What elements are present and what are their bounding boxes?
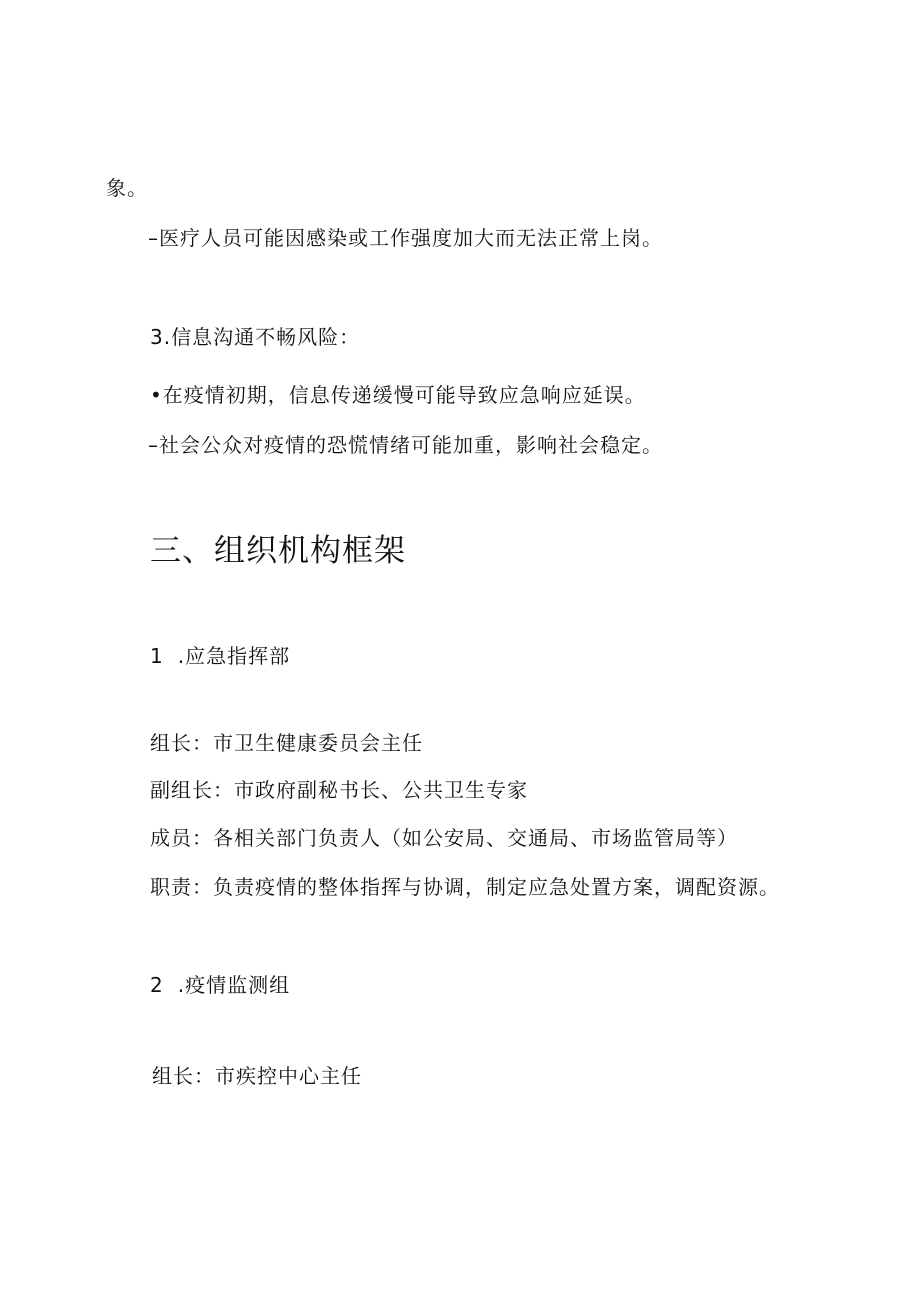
subsection-number: 1 (150, 644, 164, 668)
section-heading: 三、组织机构框架 (150, 533, 406, 569)
subsection-title-epidemic-monitoring (150, 972, 290, 998)
subsection-label: .疫情监测组 (177, 973, 291, 997)
role-line: 职责：负责疫情的整体指挥与协调，制定应急处置方案，调配资源。 (150, 875, 780, 899)
role-line: 组长：市疾控中心主任 (152, 1064, 362, 1088)
list-item: –医疗人员可能因感染或工作强度加大而无法正常上岗。 (148, 226, 663, 250)
role-line: 组长：市卫生健康委员会主任 (150, 731, 423, 755)
risk-subheading: 3.信息沟通不畅风险： (150, 325, 361, 349)
subsection-number: 2 (150, 973, 164, 997)
list-item: •在疫情初期，信息传递缓慢可能导致应急响应延误。 (150, 383, 646, 407)
list-item: –社会公众对疫情的恐慌情绪可能加重，影响社会稳定。 (148, 433, 663, 457)
role-line: 成员：各相关部门负责人（如公安局、交通局、市场监管局等） (150, 826, 738, 850)
subsection-title-emergency-command (150, 643, 290, 669)
paragraph-continuation-tail: 象。 (106, 176, 148, 200)
role-line: 副组长：市政府副秘书长、公共卫生专家 (150, 778, 528, 802)
subsection-label: .应急指挥部 (177, 644, 291, 668)
